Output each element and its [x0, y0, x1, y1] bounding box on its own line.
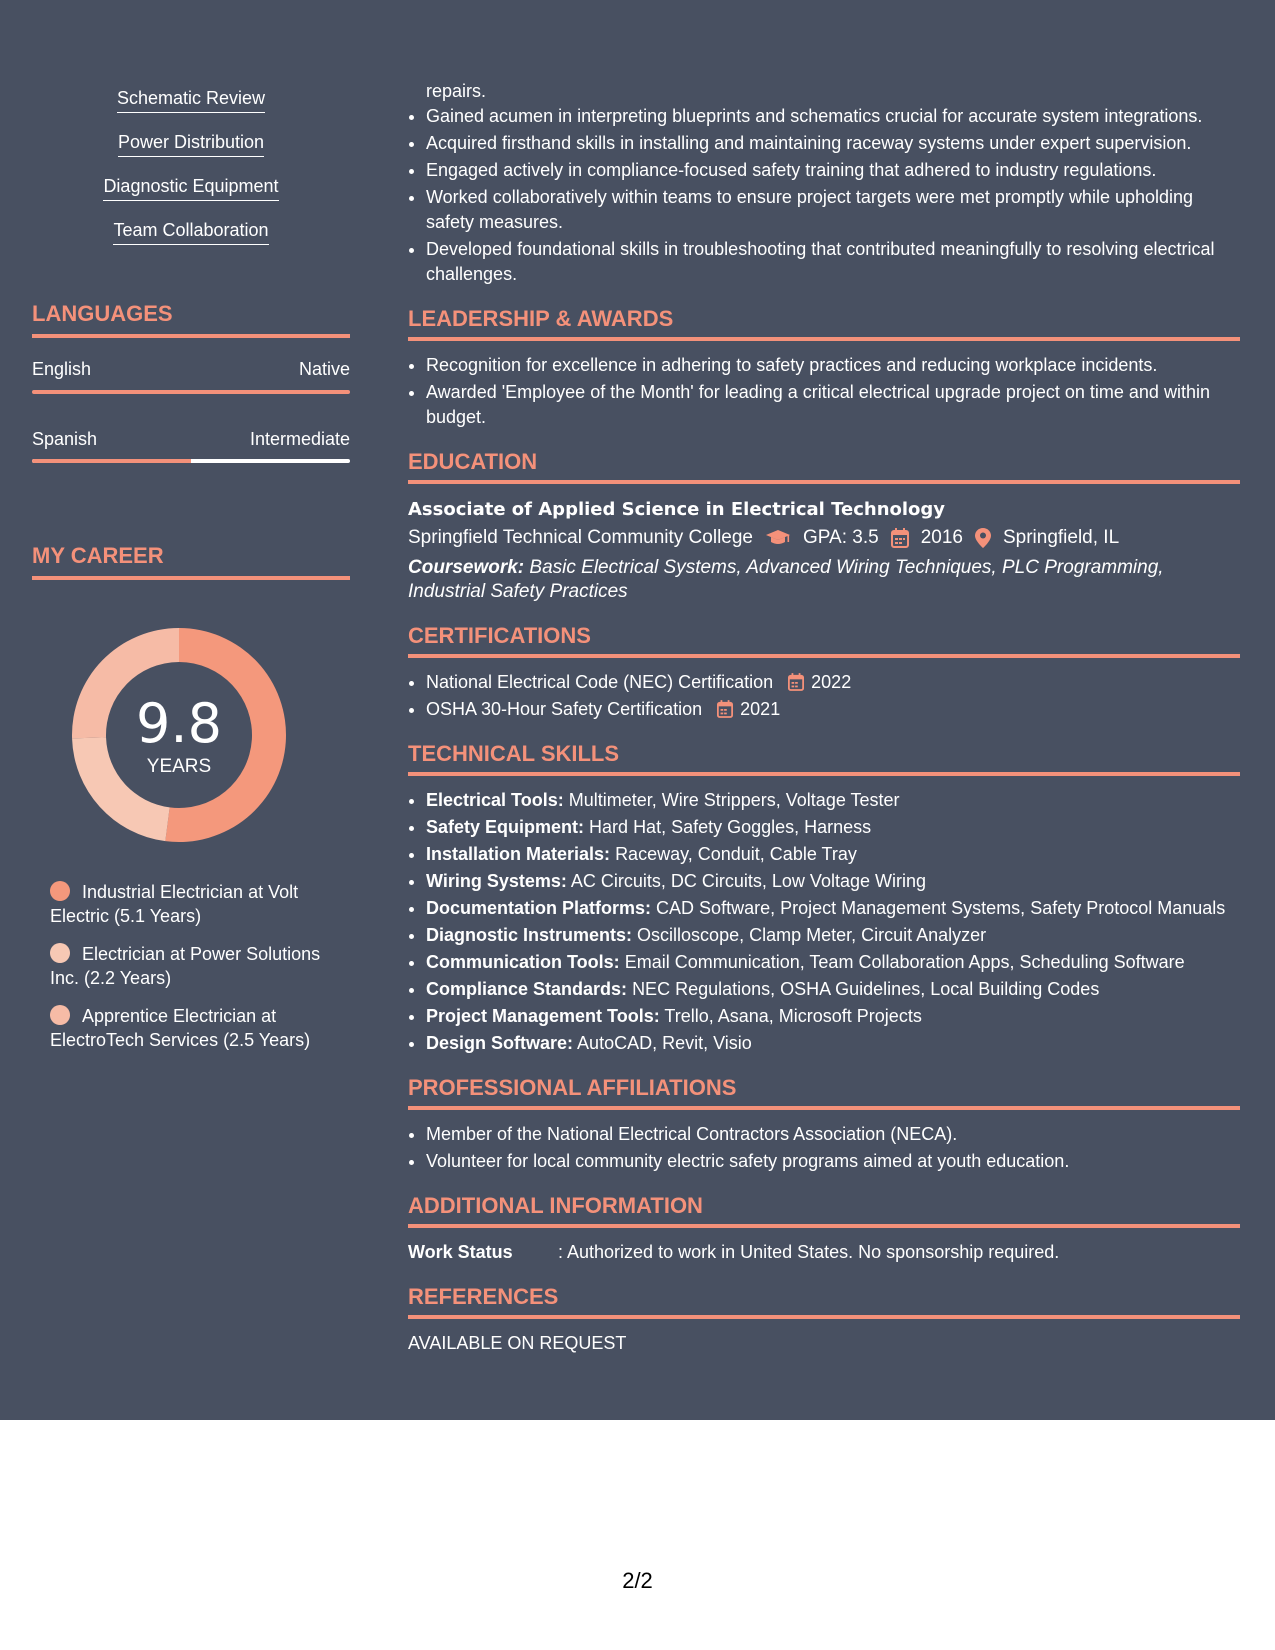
skill-values: Oscilloscope, Clamp Meter, Circuit Analyzer [637, 925, 987, 945]
page-number: 2/2 [622, 1568, 653, 1593]
list-item: • Awarded 'Employee of the Month' for leading a critical electrical upgrade project on time and within budget. [426, 380, 1240, 430]
skill-values: NEC Regulations, OSHA Guidelines, Local Building Codes [632, 979, 1100, 999]
skill-category: Wiring Systems: [426, 871, 567, 891]
calendar-icon [891, 528, 909, 548]
skill-category: Design Software: [426, 1033, 574, 1053]
language-bar-fill [32, 390, 350, 394]
education-meta [408, 524, 1240, 552]
section-heading: CERTIFICATIONS [408, 622, 1240, 658]
certification-year: 2022 [811, 672, 852, 692]
career-list [50, 880, 340, 1066]
skill-item [426, 842, 1240, 867]
section-heading: ADDITIONAL INFORMATION [408, 1192, 1240, 1228]
list-item: • Worked collaboratively within teams to ensure project targets were met promptly while upholding safety measures. [426, 185, 1240, 235]
gpa: GPA: 3.5 [803, 527, 879, 548]
skill-item [426, 896, 1240, 921]
skill-values: Hard Hat, Safety Goggles, Harness [589, 817, 872, 837]
section-heading: PROFESSIONAL AFFILIATIONS [408, 1074, 1240, 1110]
list-item: • Developed foundational skills in troubleshooting that contributed meaningfully to resolving electrical challenges. [426, 237, 1240, 287]
skill-item [426, 923, 1240, 948]
certification-item [426, 670, 1240, 695]
career-total: 9.8 [136, 692, 222, 755]
skill-tags [32, 86, 350, 262]
skill-item [426, 788, 1240, 813]
language-row [32, 357, 350, 381]
skill-category: Communication Tools: [426, 952, 620, 972]
skill-tag: Team Collaboration [113, 218, 268, 245]
coursework-label: Coursework: [408, 557, 525, 578]
skill-tag: Diagnostic Equipment [103, 174, 278, 201]
technical-skills-list [408, 788, 1240, 1056]
list-item: • Gained acumen in interpreting blueprints and schematics crucial for accurate system integrations. [426, 104, 1240, 129]
certification-name: OSHA 30-Hour Safety Certification [426, 699, 703, 719]
legend-dot [50, 943, 70, 963]
career-unit: YEARS [146, 756, 212, 777]
skill-category: Project Management Tools: [426, 1006, 660, 1026]
career-item [50, 880, 340, 928]
graduation-cap-icon [765, 529, 791, 547]
skill-category: Diagnostic Instruments: [426, 925, 633, 945]
skill-category: Compliance Standards: [426, 979, 628, 999]
language-bar [32, 390, 350, 394]
main-column [408, 0, 1240, 1420]
coursework-text: Basic Electrical Systems, Advanced Wiring Techniques, PLC Programming, Industrial Safety Practices [408, 557, 1164, 602]
skill-values: Trello, Asana, Microsoft Projects [664, 1006, 922, 1026]
skill-values: CAD Software, Project Management Systems, Safety Protocol Manuals [656, 898, 1226, 918]
calendar-icon [717, 700, 733, 718]
career-donut-chart [64, 620, 294, 850]
language-name: English [32, 359, 92, 379]
degree-title: Associate of Applied Science in Electrical Technology [408, 499, 946, 520]
language-bar-fill [32, 459, 191, 463]
language-name: Spanish [32, 429, 98, 449]
career-item [50, 942, 340, 990]
leadership-bullets [408, 353, 1240, 430]
language-row [32, 427, 350, 451]
list-item: • Acquired firsthand skills in installing and maintaining raceway systems under expert supervision. [426, 131, 1240, 156]
legend-dot [50, 881, 70, 901]
career-heading: MY CAREER [32, 542, 350, 580]
career-item-label: Industrial Electrician at Volt Electric (5.1 Years) [50, 882, 299, 926]
skill-tag: Power Distribution [118, 130, 264, 157]
work-status-row [408, 1240, 1240, 1265]
coursework [408, 556, 1240, 604]
skill-item [426, 1031, 1240, 1056]
list-item: • Engaged actively in compliance-focused safety training that adhered to industry regulations. [426, 158, 1240, 183]
career-item-label: Electrician at Power Solutions Inc. (2.2 Years) [50, 944, 321, 988]
section-heading: REFERENCES [408, 1283, 1240, 1319]
skill-values: AC Circuits, DC Circuits, Low Voltage Wiring [570, 871, 926, 891]
skill-tag: Schematic Review [117, 86, 265, 113]
skill-item [426, 950, 1240, 975]
work-status-label: Work Status [408, 1242, 513, 1262]
language-bar [32, 459, 350, 463]
skill-item [426, 869, 1240, 894]
skill-item [426, 815, 1240, 840]
school-name: Springfield Technical Community College [408, 527, 753, 548]
skill-category: Electrical Tools: [426, 790, 564, 810]
language-level: Intermediate [249, 429, 350, 449]
skill-item [426, 977, 1240, 1002]
section-heading: LEADERSHIP & AWARDS [408, 305, 1240, 341]
section-heading: EDUCATION [408, 448, 1240, 484]
skill-category: Installation Materials: [426, 844, 611, 864]
skill-category: Documentation Platforms: [426, 898, 652, 918]
graduation-year: 2016 [920, 527, 963, 548]
section-heading: TECHNICAL SKILLS [408, 740, 1240, 776]
experience-bullets [408, 104, 1240, 287]
certification-item [426, 697, 1240, 722]
skill-item [426, 1004, 1240, 1029]
skill-category: Safety Equipment: [426, 817, 585, 837]
skill-values: Multimeter, Wire Strippers, Voltage Tester [568, 790, 900, 810]
languages-heading: LANGUAGES [32, 300, 350, 338]
career-item [50, 1004, 340, 1052]
sidebar [0, 0, 382, 1420]
references-text: AVAILABLE ON REQUEST [408, 1333, 627, 1353]
calendar-icon [788, 673, 804, 691]
certification-year: 2021 [740, 699, 781, 719]
affiliation-bullets [408, 1122, 1240, 1174]
work-status-value: : Authorized to work in United States. No sponsorship required. [558, 1242, 1060, 1262]
career-item-label: Apprentice Electrician at ElectroTech Services (2.5 Years) [50, 1006, 311, 1050]
language-level: Native [298, 359, 350, 379]
list-item: • Recognition for excellence in adhering to safety practices and reducing workplace incidents. [426, 353, 1240, 378]
certification-list [408, 670, 1240, 722]
education-location: Springfield, IL [1002, 527, 1120, 548]
location-pin-icon [975, 528, 991, 548]
skill-values: AutoCAD, Revit, Visio [577, 1033, 752, 1053]
list-item: • Member of the National Electrical Contractors Association (NECA). [426, 1122, 1240, 1147]
skill-values: Email Communication, Team Collaboration Apps, Scheduling Software [624, 952, 1185, 972]
list-item: • Volunteer for local community electric safety programs aimed at youth education. [426, 1149, 1240, 1174]
certification-name: National Electrical Code (NEC) Certification [426, 672, 774, 692]
experience-continuation: repairs. [426, 81, 487, 101]
skill-values: Raceway, Conduit, Cable Tray [615, 844, 857, 864]
legend-dot [50, 1005, 70, 1025]
